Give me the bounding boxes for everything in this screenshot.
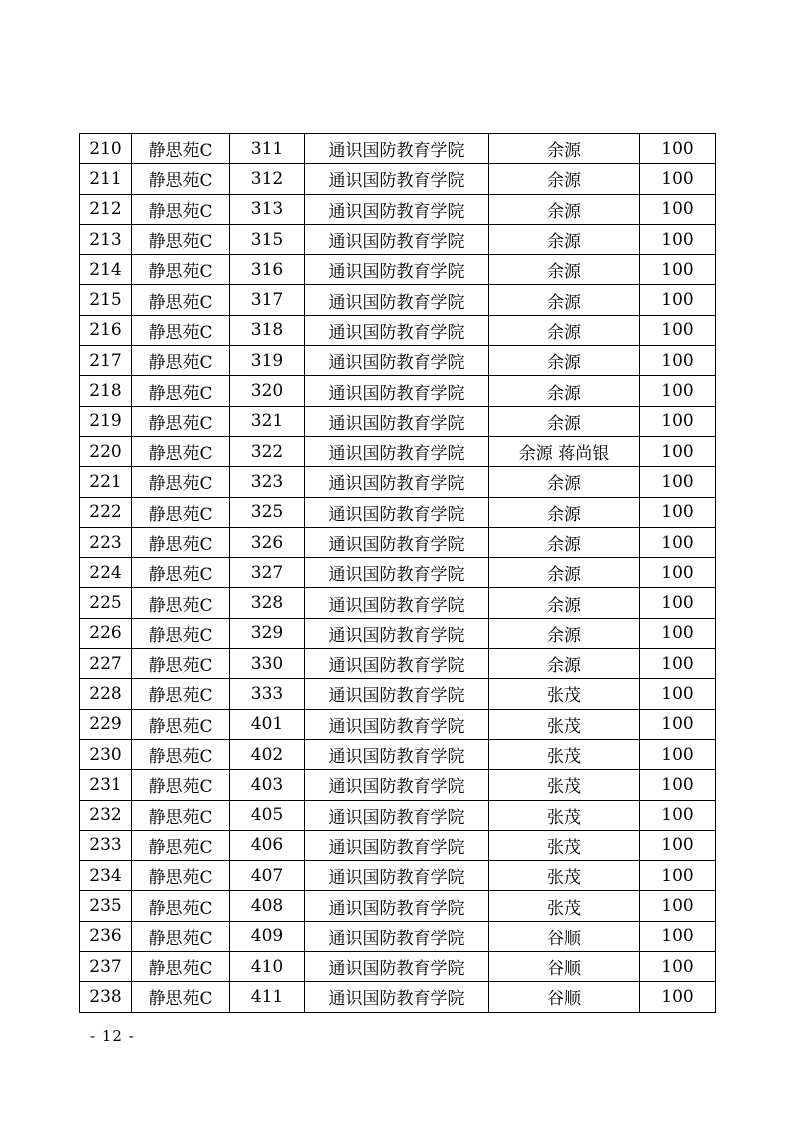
- building-cell: 静思苑C: [132, 134, 230, 164]
- college-cell: 通识国防教育学院: [305, 709, 489, 739]
- college-cell: 通识国防教育学院: [305, 921, 489, 951]
- room-cell: 316: [230, 255, 305, 285]
- college-cell: 通识国防教育学院: [305, 164, 489, 194]
- college-cell: 通识国防教育学院: [305, 134, 489, 164]
- room-cell: 327: [230, 558, 305, 588]
- staff-cell: 余源: [489, 649, 640, 679]
- room-cell: 319: [230, 346, 305, 376]
- row-index-cell: 225: [80, 588, 132, 618]
- page-number: - 12 -: [90, 1027, 135, 1045]
- college-cell: 通识国防教育学院: [305, 224, 489, 254]
- row-index-cell: 214: [80, 255, 132, 285]
- building-cell: 静思苑C: [132, 649, 230, 679]
- row-index-cell: 237: [80, 952, 132, 982]
- row-index-cell: 224: [80, 558, 132, 588]
- row-index-cell: 232: [80, 800, 132, 830]
- room-cell: 405: [230, 800, 305, 830]
- college-cell: 通识国防教育学院: [305, 406, 489, 436]
- building-cell: 静思苑C: [132, 679, 230, 709]
- room-cell: 328: [230, 588, 305, 618]
- table-row: [80, 376, 716, 406]
- building-cell: 静思苑C: [132, 982, 230, 1012]
- college-cell: 通识国防教育学院: [305, 952, 489, 982]
- building-cell: 静思苑C: [132, 527, 230, 557]
- row-index-cell: 215: [80, 285, 132, 315]
- college-cell: 通识国防教育学院: [305, 679, 489, 709]
- room-cell: 313: [230, 194, 305, 224]
- building-cell: 静思苑C: [132, 224, 230, 254]
- score-cell: 100: [640, 346, 716, 376]
- building-cell: 静思苑C: [132, 467, 230, 497]
- staff-cell: 余源: [489, 497, 640, 527]
- score-cell: 100: [640, 739, 716, 769]
- college-cell: 通识国防教育学院: [305, 436, 489, 466]
- college-cell: 通识国防教育学院: [305, 376, 489, 406]
- staff-cell: 余源: [489, 346, 640, 376]
- score-cell: 100: [640, 436, 716, 466]
- staff-cell: 谷顺: [489, 952, 640, 982]
- staff-cell: 余源: [489, 618, 640, 648]
- staff-cell: 张茂: [489, 679, 640, 709]
- table-row: [80, 952, 716, 982]
- room-cell: 333: [230, 679, 305, 709]
- row-index-cell: 218: [80, 376, 132, 406]
- score-cell: 100: [640, 527, 716, 557]
- room-cell: 409: [230, 921, 305, 951]
- room-cell: 329: [230, 618, 305, 648]
- staff-cell: 谷顺: [489, 982, 640, 1012]
- college-cell: 通识国防教育学院: [305, 830, 489, 860]
- row-index-cell: 222: [80, 497, 132, 527]
- table-row: [80, 436, 716, 466]
- table-row: [80, 558, 716, 588]
- score-cell: 100: [640, 770, 716, 800]
- building-cell: 静思苑C: [132, 436, 230, 466]
- room-cell: 403: [230, 770, 305, 800]
- row-index-cell: 221: [80, 467, 132, 497]
- score-cell: 100: [640, 406, 716, 436]
- staff-cell: 余源: [489, 134, 640, 164]
- room-cell: 315: [230, 224, 305, 254]
- staff-cell: 张茂: [489, 861, 640, 891]
- college-cell: 通识国防教育学院: [305, 800, 489, 830]
- score-cell: 100: [640, 861, 716, 891]
- row-index-cell: 211: [80, 164, 132, 194]
- building-cell: 静思苑C: [132, 285, 230, 315]
- college-cell: 通识国防教育学院: [305, 649, 489, 679]
- row-index-cell: 223: [80, 527, 132, 557]
- staff-cell: 余源: [489, 376, 640, 406]
- college-cell: 通识国防教育学院: [305, 558, 489, 588]
- row-index-cell: 229: [80, 709, 132, 739]
- table-row: [80, 497, 716, 527]
- staff-cell: 张茂: [489, 891, 640, 921]
- building-cell: 静思苑C: [132, 376, 230, 406]
- room-cell: 401: [230, 709, 305, 739]
- building-cell: 静思苑C: [132, 952, 230, 982]
- college-cell: 通识国防教育学院: [305, 194, 489, 224]
- building-cell: 静思苑C: [132, 558, 230, 588]
- building-cell: 静思苑C: [132, 830, 230, 860]
- staff-cell: 余源: [489, 285, 640, 315]
- college-cell: 通识国防教育学院: [305, 891, 489, 921]
- staff-cell: 张茂: [489, 739, 640, 769]
- staff-cell: 余源: [489, 164, 640, 194]
- room-cell: 323: [230, 467, 305, 497]
- table-row: [80, 770, 716, 800]
- row-index-cell: 227: [80, 649, 132, 679]
- staff-cell: 张茂: [489, 830, 640, 860]
- table-body: [80, 134, 716, 1013]
- score-cell: 100: [640, 649, 716, 679]
- score-cell: 100: [640, 376, 716, 406]
- building-cell: 静思苑C: [132, 346, 230, 376]
- score-cell: 100: [640, 134, 716, 164]
- building-cell: 静思苑C: [132, 921, 230, 951]
- row-index-cell: 213: [80, 224, 132, 254]
- staff-cell: 张茂: [489, 770, 640, 800]
- college-cell: 通识国防教育学院: [305, 285, 489, 315]
- staff-cell: 余源: [489, 527, 640, 557]
- score-cell: 100: [640, 164, 716, 194]
- score-cell: 100: [640, 679, 716, 709]
- table-row: [80, 285, 716, 315]
- score-cell: 100: [640, 891, 716, 921]
- room-cell: 408: [230, 891, 305, 921]
- building-cell: 静思苑C: [132, 709, 230, 739]
- room-cell: 325: [230, 497, 305, 527]
- score-cell: 100: [640, 618, 716, 648]
- table-row: [80, 861, 716, 891]
- staff-cell: 余源: [489, 406, 640, 436]
- staff-cell: 余源: [489, 224, 640, 254]
- building-cell: 静思苑C: [132, 315, 230, 345]
- room-cell: 318: [230, 315, 305, 345]
- room-cell: 321: [230, 406, 305, 436]
- table-row: [80, 891, 716, 921]
- staff-cell: 张茂: [489, 709, 640, 739]
- building-cell: 静思苑C: [132, 164, 230, 194]
- score-cell: 100: [640, 588, 716, 618]
- row-index-cell: 220: [80, 436, 132, 466]
- building-cell: 静思苑C: [132, 891, 230, 921]
- staff-cell: 张茂: [489, 800, 640, 830]
- table-row: [80, 346, 716, 376]
- row-index-cell: 235: [80, 891, 132, 921]
- score-cell: 100: [640, 952, 716, 982]
- room-cell: 410: [230, 952, 305, 982]
- building-cell: 静思苑C: [132, 255, 230, 285]
- row-index-cell: 226: [80, 618, 132, 648]
- row-index-cell: 219: [80, 406, 132, 436]
- table-row: [80, 194, 716, 224]
- table-row: [80, 739, 716, 769]
- score-cell: 100: [640, 467, 716, 497]
- table-row: [80, 679, 716, 709]
- room-cell: 402: [230, 739, 305, 769]
- table-row: [80, 800, 716, 830]
- college-cell: 通识国防教育学院: [305, 255, 489, 285]
- dormitory-table: [79, 133, 716, 1013]
- building-cell: 静思苑C: [132, 406, 230, 436]
- room-cell: 406: [230, 830, 305, 860]
- score-cell: 100: [640, 830, 716, 860]
- score-cell: 100: [640, 285, 716, 315]
- college-cell: 通识国防教育学院: [305, 739, 489, 769]
- table-row: [80, 618, 716, 648]
- college-cell: 通识国防教育学院: [305, 588, 489, 618]
- score-cell: 100: [640, 709, 716, 739]
- room-cell: 320: [230, 376, 305, 406]
- score-cell: 100: [640, 255, 716, 285]
- college-cell: 通识国防教育学院: [305, 346, 489, 376]
- room-cell: 311: [230, 134, 305, 164]
- building-cell: 静思苑C: [132, 739, 230, 769]
- room-cell: 326: [230, 527, 305, 557]
- room-cell: 312: [230, 164, 305, 194]
- table-row: [80, 982, 716, 1012]
- table-row: [80, 921, 716, 951]
- staff-cell: 谷顺: [489, 921, 640, 951]
- college-cell: 通识国防教育学院: [305, 467, 489, 497]
- table-row: [80, 527, 716, 557]
- table-row: [80, 315, 716, 345]
- table-row: [80, 164, 716, 194]
- row-index-cell: 231: [80, 770, 132, 800]
- score-cell: 100: [640, 315, 716, 345]
- row-index-cell: 236: [80, 921, 132, 951]
- table-row: [80, 467, 716, 497]
- staff-cell: 余源: [489, 194, 640, 224]
- building-cell: 静思苑C: [132, 861, 230, 891]
- staff-cell: 余源: [489, 255, 640, 285]
- room-cell: 317: [230, 285, 305, 315]
- building-cell: 静思苑C: [132, 194, 230, 224]
- room-cell: 330: [230, 649, 305, 679]
- staff-cell: 余源 蒋尚银: [489, 436, 640, 466]
- row-index-cell: 228: [80, 679, 132, 709]
- score-cell: 100: [640, 497, 716, 527]
- building-cell: 静思苑C: [132, 800, 230, 830]
- college-cell: 通识国防教育学院: [305, 861, 489, 891]
- college-cell: 通识国防教育学院: [305, 770, 489, 800]
- row-index-cell: 210: [80, 134, 132, 164]
- row-index-cell: 230: [80, 739, 132, 769]
- staff-cell: 余源: [489, 558, 640, 588]
- building-cell: 静思苑C: [132, 770, 230, 800]
- table-row: [80, 709, 716, 739]
- score-cell: 100: [640, 921, 716, 951]
- college-cell: 通识国防教育学院: [305, 618, 489, 648]
- building-cell: 静思苑C: [132, 497, 230, 527]
- row-index-cell: 217: [80, 346, 132, 376]
- table-row: [80, 649, 716, 679]
- staff-cell: 余源: [489, 588, 640, 618]
- row-index-cell: 234: [80, 861, 132, 891]
- college-cell: 通识国防教育学院: [305, 497, 489, 527]
- row-index-cell: 212: [80, 194, 132, 224]
- score-cell: 100: [640, 800, 716, 830]
- score-cell: 100: [640, 982, 716, 1012]
- table-row: [80, 255, 716, 285]
- table-row: [80, 224, 716, 254]
- college-cell: 通识国防教育学院: [305, 982, 489, 1012]
- row-index-cell: 238: [80, 982, 132, 1012]
- college-cell: 通识国防教育学院: [305, 527, 489, 557]
- room-cell: 407: [230, 861, 305, 891]
- row-index-cell: 233: [80, 830, 132, 860]
- building-cell: 静思苑C: [132, 588, 230, 618]
- score-cell: 100: [640, 224, 716, 254]
- staff-cell: 余源: [489, 315, 640, 345]
- building-cell: 静思苑C: [132, 618, 230, 648]
- score-cell: 100: [640, 194, 716, 224]
- table-row: [80, 588, 716, 618]
- staff-cell: 余源: [489, 467, 640, 497]
- table-row: [80, 134, 716, 164]
- table-row: [80, 406, 716, 436]
- room-cell: 322: [230, 436, 305, 466]
- table-row: [80, 830, 716, 860]
- row-index-cell: 216: [80, 315, 132, 345]
- score-cell: 100: [640, 558, 716, 588]
- room-cell: 411: [230, 982, 305, 1012]
- college-cell: 通识国防教育学院: [305, 315, 489, 345]
